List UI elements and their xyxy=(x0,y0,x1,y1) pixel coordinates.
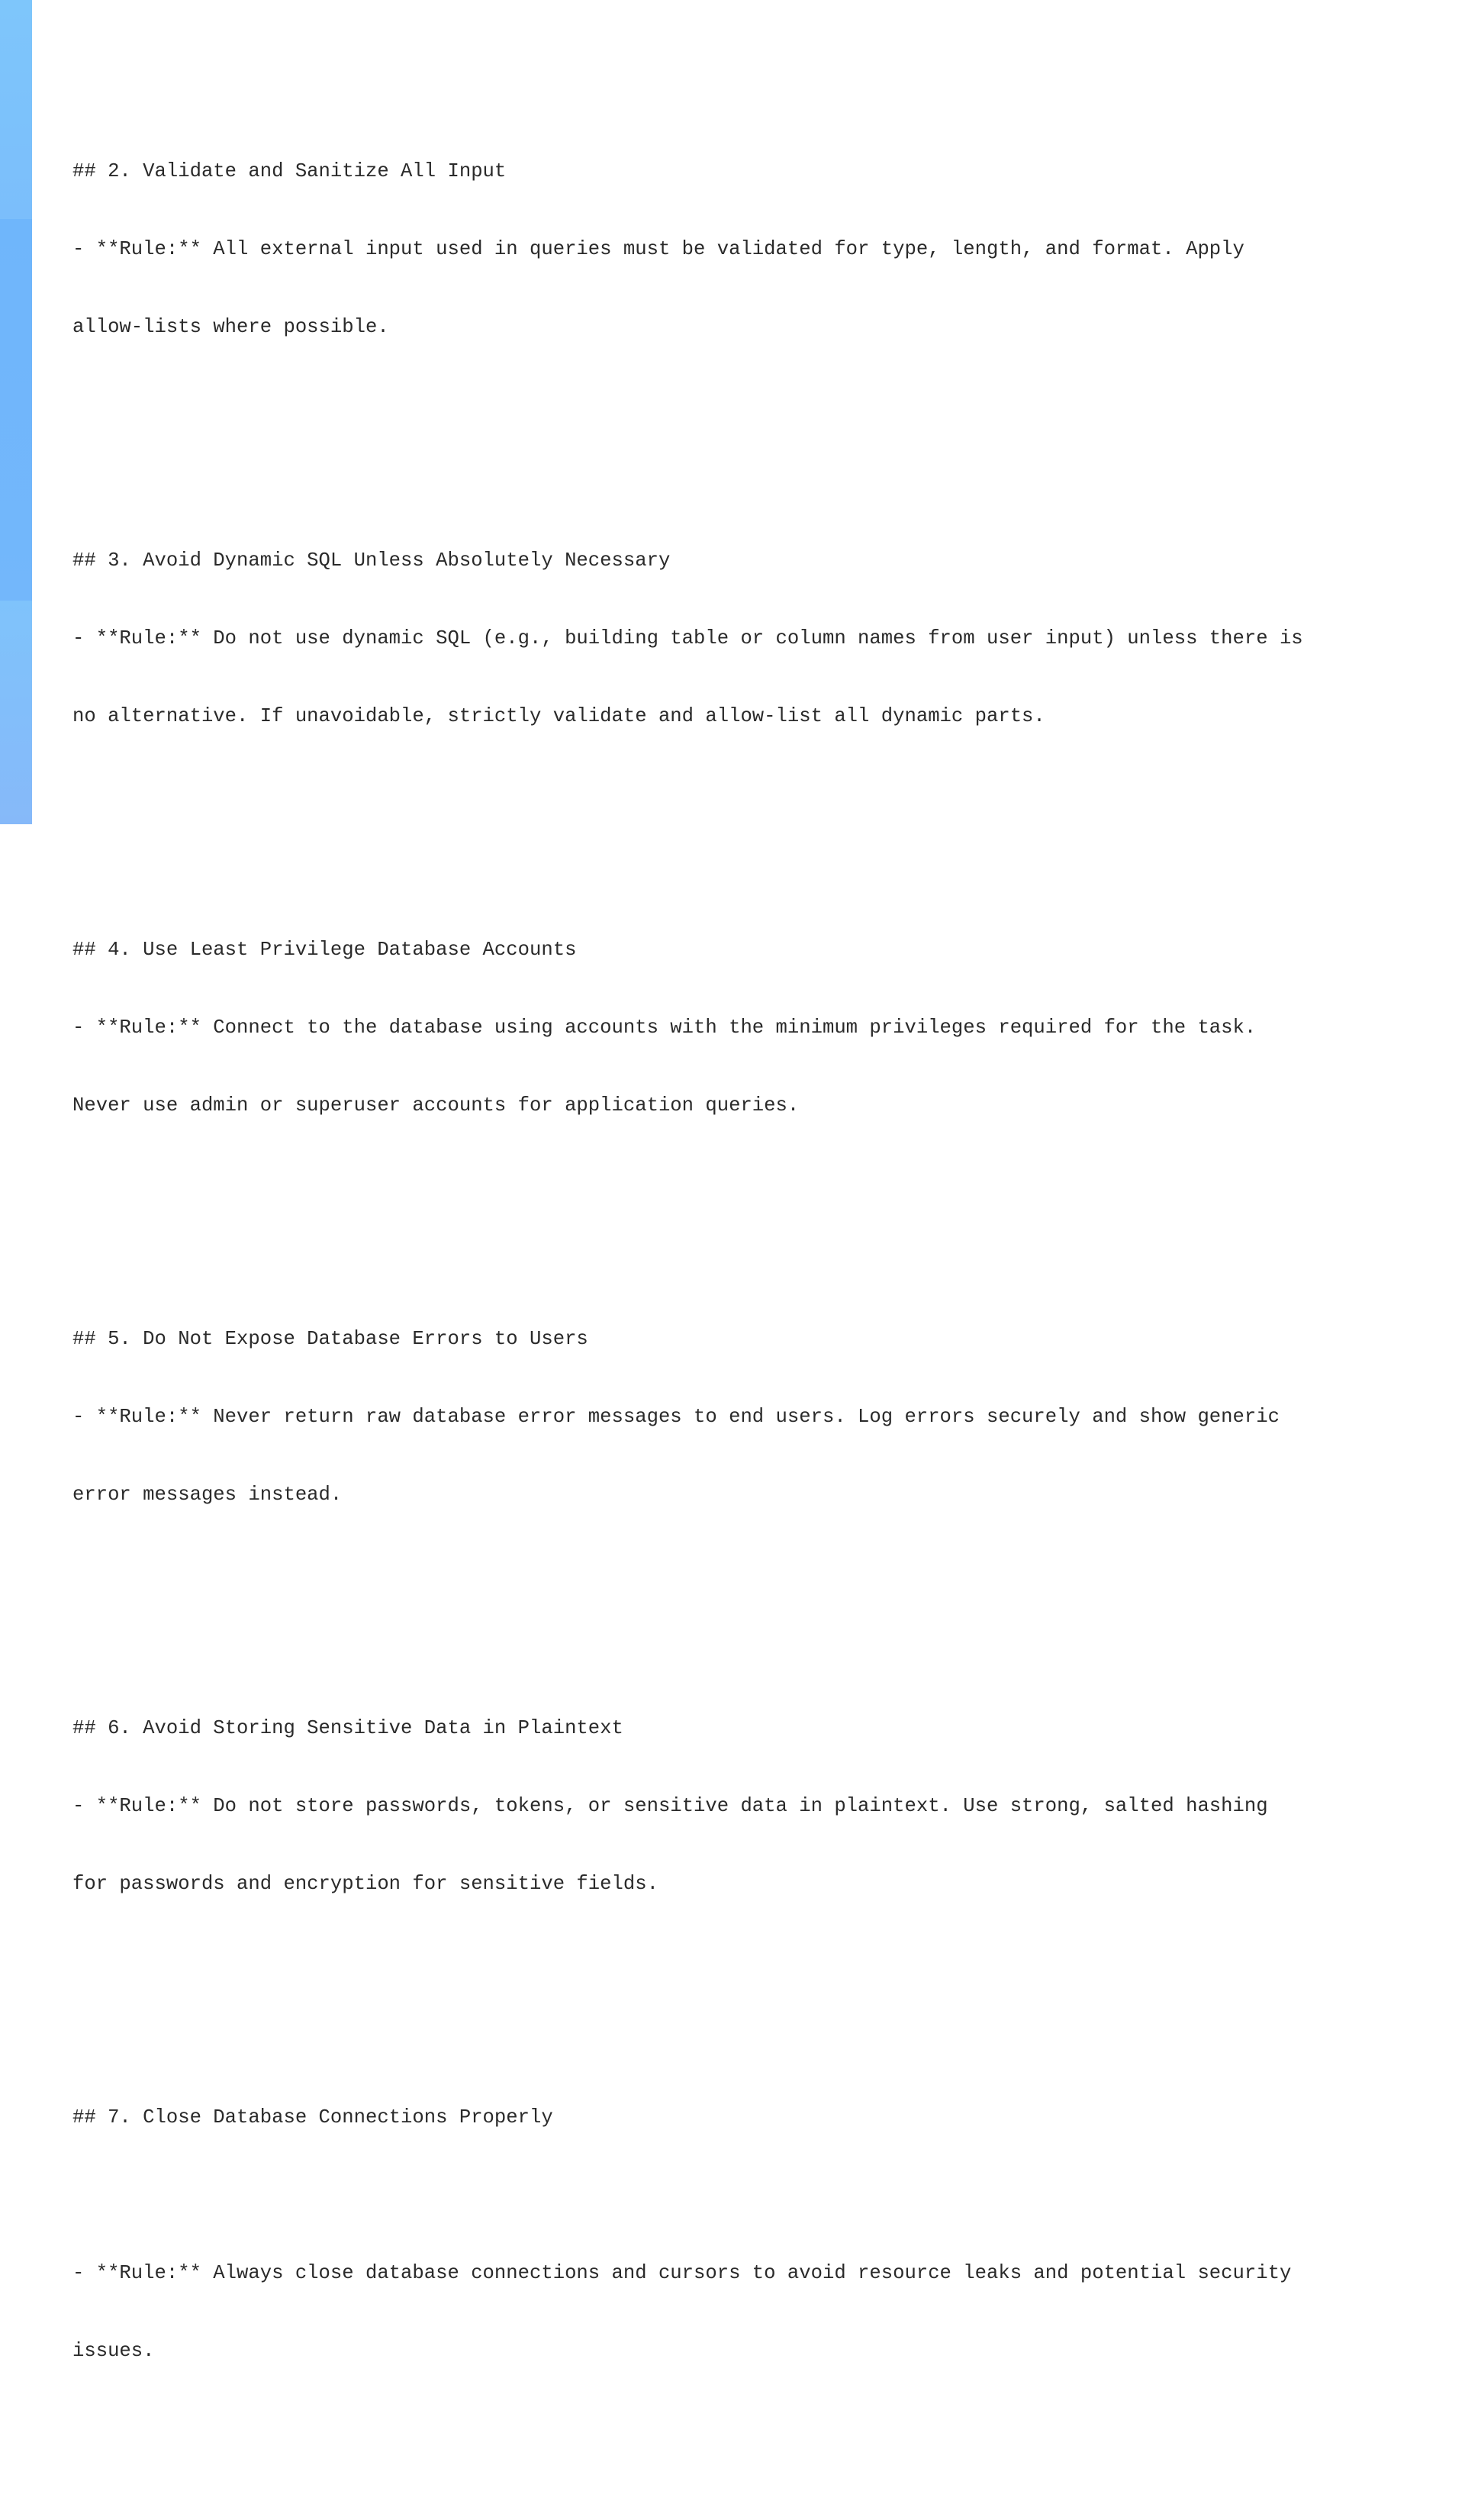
rule-text-line: - **Rule:** Never return raw database error messages to end users. Log errors securely and show generic xyxy=(72,1406,1280,1428)
rule-text-line: - **Rule:** Do not store passwords, tokens, or sensitive data in plaintext. Use strong, salted hashing xyxy=(72,1795,1268,1817)
section-4 xyxy=(72,885,1438,1171)
rule-text-line: - **Rule:** Connect to the database using accounts with the minimum privileges required for the task. xyxy=(72,1017,1257,1039)
rule-text-line: - **Rule:** Always close database connections and cursors to avoid resource leaks and potential security xyxy=(72,2262,1292,2284)
blank-line xyxy=(72,2183,1438,2209)
side-accent-strip xyxy=(0,0,32,824)
section-5 xyxy=(72,1275,1438,1560)
section-heading: ## 3. Avoid Dynamic SQL Unless Absolutely Necessary xyxy=(72,549,671,572)
rule-text-line: allow-lists where possible. xyxy=(72,316,389,338)
section-heading: ## 2. Validate and Sanitize All Input xyxy=(72,160,507,182)
side-strip-segment-top xyxy=(0,0,32,219)
section-heading: ## 7. Close Database Connections Properly xyxy=(72,2106,553,2128)
rule-text-line: - **Rule:** All external input used in queries must be validated for type, length, and format. Apply xyxy=(72,238,1244,260)
section-2 xyxy=(72,107,1438,392)
section-7 xyxy=(72,2053,1438,2416)
rule-text-line: error messages instead. xyxy=(72,1484,343,1506)
side-strip-segment-bottom xyxy=(0,601,32,824)
side-strip-segment-middle xyxy=(0,219,32,601)
rule-text-line: - **Rule:** Do not use dynamic SQL (e.g., building table or column names from user input) unless there is xyxy=(72,627,1303,649)
section-3 xyxy=(72,496,1438,781)
rule-text-line: no alternative. If unavoidable, strictly validate and allow-list all dynamic parts. xyxy=(72,705,1045,727)
document-body xyxy=(72,29,1438,2520)
section-heading: ## 4. Use Least Privilege Database Accounts xyxy=(72,939,577,961)
section-heading: ## 6. Avoid Storing Sensitive Data in Plaintext xyxy=(72,1717,623,1739)
rule-text-line: Never use admin or superuser accounts for application queries. xyxy=(72,1094,800,1117)
section-heading: ## 5. Do Not Expose Database Errors to Users xyxy=(72,1328,588,1350)
rule-text-line: issues. xyxy=(72,2340,155,2362)
section-6 xyxy=(72,1664,1438,1949)
rule-text-line: for passwords and encryption for sensitive fields. xyxy=(72,1873,658,1895)
